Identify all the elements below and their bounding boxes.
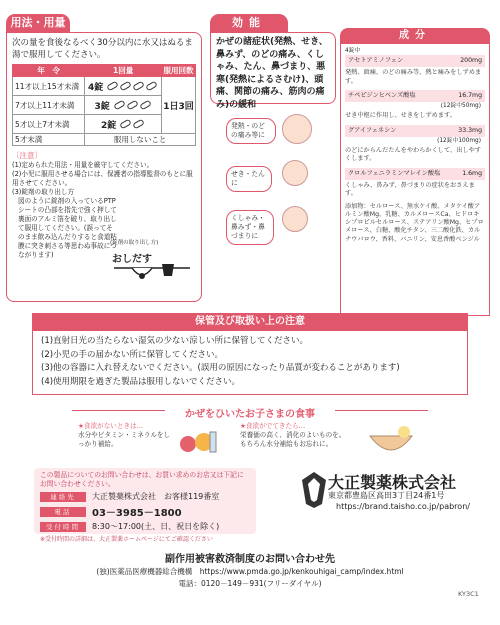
table-row xyxy=(13,77,196,96)
inquiry-row xyxy=(40,504,250,519)
ingredient-desc: のどにからんだたんをやわらかくして、出しやすくします。 xyxy=(345,146,481,162)
pill-icon xyxy=(146,81,159,92)
ingredient-head: クロルフェニラミンマレイン酸塩 1.6mg xyxy=(345,168,485,180)
push-label: (錠剤の取り出し方) xyxy=(110,240,159,246)
inquiry-label: 連絡先 xyxy=(40,492,86,502)
ingredient-desc: くしゃみ、鼻みず、鼻づまりの症状をおさえます。 xyxy=(345,181,475,197)
age-cell: 7才以上11才未満 xyxy=(13,96,85,115)
inquiry-label: 受付時間 xyxy=(40,522,86,532)
ingredient-desc: 発熱、頭痛、のどの痛み等、熱と痛みをしずめます。 xyxy=(345,69,482,85)
note-item: (1)定められた用法・用量を厳守してください。 xyxy=(12,161,154,169)
pill-icon xyxy=(133,119,146,130)
under5-cell: 服用しないこと xyxy=(85,134,196,146)
header-age: 年 令 xyxy=(13,65,85,77)
ptp-push-icon xyxy=(112,262,192,284)
age-cell: 5才以上7才未満 xyxy=(13,115,85,134)
fruit-icon xyxy=(178,426,218,456)
inquiry-label: 電話 xyxy=(40,507,86,517)
pill-icon xyxy=(139,100,152,111)
child-sneeze-icon xyxy=(282,206,308,232)
meal-right-body: 栄養価の高く、消化のよいものを。もちろん水分補給もお忘れに。 xyxy=(240,431,346,448)
meal-left-head: ★食欲がないときは… xyxy=(78,422,144,430)
age-cell: 11才以上15才未満 xyxy=(13,77,85,96)
table-row xyxy=(13,134,196,146)
inquiry-row xyxy=(40,521,250,532)
efficacy-text: かぜの諸症状(発熱、せき、鼻みず、のどの痛み、くしゃみ、たん、鼻づまり、悪寒(発熱によるさむけ)、頭痛、関節の痛み、筋肉の痛み)の緩和 xyxy=(210,32,336,104)
pill-icon xyxy=(120,119,133,130)
inquiry-lead: この製品についてのお問い合わせは、お買い求めのお店又は下記にお問い合わせください。 xyxy=(40,471,244,488)
usage-tab: 用法・用量 xyxy=(6,14,70,32)
age-cell: 5才未満 xyxy=(13,134,85,146)
bubble-nose: くしゃみ・鼻みず・鼻づまりに xyxy=(226,210,274,245)
per-label: 4錠中 xyxy=(345,48,361,54)
header-times: 服用回数 xyxy=(163,66,194,75)
pill-icon xyxy=(133,81,146,92)
storage-title: 保管及び取扱い上の注意 xyxy=(32,313,468,331)
ingredient-sub: (12錠中50mg) xyxy=(440,103,481,109)
inquiry-box xyxy=(34,468,256,543)
ingredient-desc: せき中枢に作用し、せきをしずめます。 xyxy=(345,112,456,119)
child-cough-icon xyxy=(282,160,308,186)
company-address: 東京都豊島区高田3丁目24番1号 xyxy=(328,491,445,500)
push-text: おしだす xyxy=(112,254,152,265)
storage-section xyxy=(32,331,468,395)
storage-item: (2)小児の手の届かない所に保管してください。 xyxy=(41,349,224,360)
pill-icon xyxy=(126,100,139,111)
ingredient-head: グアイフェネシン 33.3mg xyxy=(345,125,485,137)
company-url[interactable]: https://brand.taisho.co.jp/pabron/ xyxy=(336,502,470,511)
efficacy-tab: 効能 xyxy=(210,14,288,32)
falcon-logo-icon xyxy=(300,470,328,510)
times-cell: 1日3回 xyxy=(162,77,196,134)
ingredient-head: チペピジンヒベンズ酸塩 16.7mg xyxy=(345,90,485,102)
dosage-table xyxy=(12,64,196,146)
meal-right-head: ★食欲がでてきたら… xyxy=(240,422,306,430)
dose-cell: 3錠 xyxy=(85,96,162,115)
company-name: 大正製薬株式会社 xyxy=(328,473,457,492)
note-item: (2)小児に服用させる場合には、保護者の指導監督のもとに服用させてください。 xyxy=(12,170,193,187)
inquiry-row xyxy=(40,491,250,502)
inquiry-value: 8:30～17:00(土、日、祝日を除く) xyxy=(92,522,220,531)
pill-icon xyxy=(113,100,126,111)
ingredients-section xyxy=(340,44,490,316)
storage-item: (4)使用期限を過ぎた製品は服用しないでください。 xyxy=(41,376,241,387)
note-detail: 図のように錠剤の入っているPTPシートの凸部を指先で強く押して裏面のアルミ箔を破り、取り出して服用してください。(誤ってそのまま飲み込んだりすると食道粘膜に突き刺さる等思わぬ事故につながります) xyxy=(18,197,117,259)
meal-title: かぜをひいたお子さまの食事 xyxy=(185,409,315,420)
relief-phone[interactable]: 電話：0120－149－931(フリーダイヤル) xyxy=(178,579,322,588)
ingredient-head: アセトアミノフェン 200mg xyxy=(345,55,485,67)
pill-icon xyxy=(107,81,120,92)
bubble-cough: せき・たんに xyxy=(226,166,272,192)
ingredients-tab: 成分 xyxy=(340,28,490,44)
relief-title: 副作用被害救済制度のお問い合わせ先 xyxy=(165,554,335,565)
usage-intro: 次の量を食後なるべく30分以内に水又はぬるま湯で服用してください。 xyxy=(12,38,193,60)
inquiry-value: 大正製薬株式会社 お客様119番室 xyxy=(92,492,220,501)
pill-icon xyxy=(120,81,133,92)
bowl-icon xyxy=(366,424,416,456)
header-dose: 1回量 xyxy=(85,65,162,77)
notes-title: 〔注意〕 xyxy=(12,151,42,160)
ingredient-sub: (12錠中100mg) xyxy=(437,137,481,144)
relief-org[interactable]: (独)医薬品医療機器総合機構 https://www.pmda.go.jp/kenkouhigai_camp/index.html xyxy=(96,567,404,576)
product-code: KY3C1 xyxy=(458,590,479,598)
note-item: (3)錠剤の取り出し方 xyxy=(12,188,75,196)
dose-cell: 4錠 xyxy=(85,77,162,96)
meal-left-body: 水分やビタミン・ミネラルをしっかり補給。 xyxy=(78,431,171,448)
storage-item: (1)直射日光の当たらない湿気の少ない涼しい所に保管してください。 xyxy=(41,336,309,346)
phone-number[interactable]: 03－3985－1800 xyxy=(92,508,182,519)
storage-item: (3)他の容器に入れ替えないでください。(誤用の原因になったり品質が変わることがあります) xyxy=(41,363,400,373)
child-fever-icon xyxy=(282,114,312,144)
meal-right xyxy=(240,422,350,449)
meal-left xyxy=(78,422,174,449)
bubble-fever: 発熱・のどの痛み等に xyxy=(226,118,276,144)
additives: 添加物：セルロース、無水ケイ酸、メタケイ酸アルミン酸Mg、乳糖、カルメロースCa、ヒドロキシプロピルセルロース、ステアリン酸Mg、ヒプロメロース、白糖、酸化チタン、三二酸化鉄、カルナウバロウ、香料、バニリン、安息香酸ベンジル xyxy=(345,202,484,243)
inquiry-note: ※受付時間の詳細は、大正製薬ホームページにてご確認ください xyxy=(40,536,213,543)
dose-cell: 2錠 xyxy=(85,115,162,134)
